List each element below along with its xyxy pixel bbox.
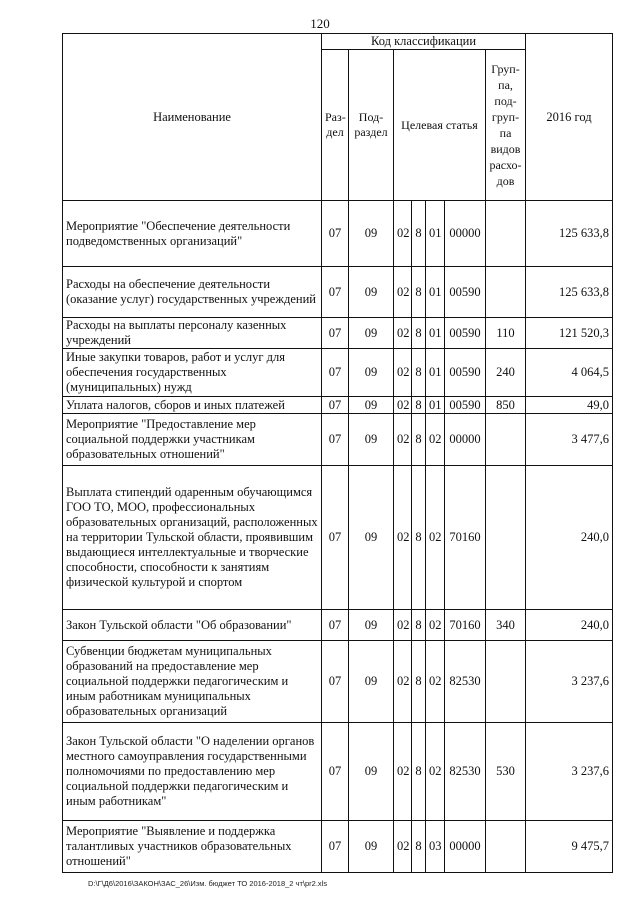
table-row xyxy=(63,267,613,318)
column-header-subsection: Под- раздел xyxy=(349,50,394,201)
cell-event: 02 xyxy=(426,610,445,641)
cell-name: Мероприятие "Выявление и поддержка талантливых участников образовательных отношений" xyxy=(63,821,322,873)
cell-subsection: 09 xyxy=(349,821,394,873)
cell-name: Закон Тульской области "Об образовании" xyxy=(63,610,322,641)
cell-section: 07 xyxy=(322,821,349,873)
header-row-top xyxy=(63,34,613,50)
cell-program: 02 xyxy=(394,821,412,873)
cell-direction: 00590 xyxy=(445,318,486,349)
cell-event: 01 xyxy=(426,397,445,414)
cell-expense-type: 850 xyxy=(486,397,526,414)
cell-subsection: 09 xyxy=(349,723,394,821)
cell-subprogram: 8 xyxy=(412,397,426,414)
cell-expense-type xyxy=(486,466,526,610)
cell-name: Расходы на выплаты персоналу казенных учреждений xyxy=(63,318,322,349)
cell-expense-type xyxy=(486,267,526,318)
cell-direction: 70160 xyxy=(445,610,486,641)
table-row xyxy=(63,466,613,610)
cell-section: 07 xyxy=(322,201,349,267)
cell-program: 02 xyxy=(394,397,412,414)
cell-section: 07 xyxy=(322,466,349,610)
cell-expense-type xyxy=(486,201,526,267)
cell-name: Мероприятие "Обеспечение деятельности подведомственных организаций" xyxy=(63,201,322,267)
cell-direction: 00000 xyxy=(445,821,486,873)
cell-amount-2016: 121 520,3 xyxy=(526,318,613,349)
cell-name: Мероприятие "Предоставление мер социальной поддержки участникам образовательных отношений" xyxy=(63,414,322,466)
cell-program: 02 xyxy=(394,414,412,466)
cell-subprogram: 8 xyxy=(412,267,426,318)
cell-program: 02 xyxy=(394,201,412,267)
cell-subsection: 09 xyxy=(349,414,394,466)
cell-section: 07 xyxy=(322,723,349,821)
table-row xyxy=(63,610,613,641)
cell-section: 07 xyxy=(322,397,349,414)
cell-direction: 00590 xyxy=(445,397,486,414)
cell-program: 02 xyxy=(394,723,412,821)
cell-subprogram: 8 xyxy=(412,318,426,349)
cell-expense-type: 340 xyxy=(486,610,526,641)
cell-section: 07 xyxy=(322,641,349,723)
cell-name: Выплата стипендий одаренным обучающимся ГОО ТО, МОО, профессиональных образовательных организаций, расположенных на территории Тульской области, проявившим выдающиеся интеллектуальные и творческие способности, способности к занятиям физической культурой и спортом xyxy=(63,466,322,610)
cell-amount-2016: 49,0 xyxy=(526,397,613,414)
cell-amount-2016: 3 477,6 xyxy=(526,414,613,466)
cell-direction: 00000 xyxy=(445,414,486,466)
cell-program: 02 xyxy=(394,267,412,318)
cell-subprogram: 8 xyxy=(412,723,426,821)
cell-name: Расходы на обеспечение деятельности (оказание услуг) государственных учреждений xyxy=(63,267,322,318)
cell-direction: 00590 xyxy=(445,267,486,318)
cell-event: 01 xyxy=(426,201,445,267)
cell-expense-type: 110 xyxy=(486,318,526,349)
cell-event: 01 xyxy=(426,267,445,318)
cell-name: Иные закупки товаров, работ и услуг для обеспечения государственных (муниципальных) нужд xyxy=(63,349,322,397)
cell-amount-2016: 240,0 xyxy=(526,466,613,610)
cell-direction: 82530 xyxy=(445,641,486,723)
cell-subprogram: 8 xyxy=(412,641,426,723)
cell-event: 03 xyxy=(426,821,445,873)
column-header-name: Наименование xyxy=(63,34,322,201)
cell-amount-2016: 125 633,8 xyxy=(526,201,613,267)
cell-event: 01 xyxy=(426,318,445,349)
cell-amount-2016: 9 475,7 xyxy=(526,821,613,873)
cell-name: Субвенции бюджетам муниципальных образований на предоставление мер социальной поддержки педагогическим и иным работникам муниципальных образовательных организаций xyxy=(63,641,322,723)
cell-section: 07 xyxy=(322,414,349,466)
cell-direction: 82530 xyxy=(445,723,486,821)
cell-section: 07 xyxy=(322,610,349,641)
column-header-target-article: Целевая статья xyxy=(394,50,486,201)
cell-subprogram: 8 xyxy=(412,610,426,641)
cell-event: 02 xyxy=(426,414,445,466)
cell-direction: 00590 xyxy=(445,349,486,397)
column-header-year: 2016 год xyxy=(526,34,613,201)
table-row xyxy=(63,201,613,267)
cell-subsection: 09 xyxy=(349,267,394,318)
cell-event: 02 xyxy=(426,641,445,723)
table-row xyxy=(63,414,613,466)
table-row xyxy=(63,641,613,723)
cell-section: 07 xyxy=(322,318,349,349)
cell-subsection: 09 xyxy=(349,397,394,414)
cell-program: 02 xyxy=(394,349,412,397)
cell-event: 02 xyxy=(426,723,445,821)
cell-subprogram: 8 xyxy=(412,414,426,466)
cell-subsection: 09 xyxy=(349,349,394,397)
cell-section: 07 xyxy=(322,267,349,318)
budget-rows xyxy=(63,201,613,873)
cell-expense-type: 240 xyxy=(486,349,526,397)
cell-event: 02 xyxy=(426,466,445,610)
page-number: 120 xyxy=(310,16,330,31)
cell-direction: 00000 xyxy=(445,201,486,267)
cell-subsection: 09 xyxy=(349,641,394,723)
cell-expense-type xyxy=(486,821,526,873)
table-row xyxy=(63,723,613,821)
cell-amount-2016: 3 237,6 xyxy=(526,723,613,821)
table-row xyxy=(63,349,613,397)
budget-table xyxy=(62,33,613,873)
file-path-footer: D:\Г\Д6\2016\ЗАКОН\ЗАС_26\Изм. бюджет ТО 2016-2018_2 чт\pr2.xls xyxy=(88,879,328,888)
cell-name: Закон Тульской области "О наделении органов местного самоуправления государственными полномочиями по предоставлению мер социальной поддержки педагогическим и иным работникам" xyxy=(63,723,322,821)
cell-event: 01 xyxy=(426,349,445,397)
cell-program: 02 xyxy=(394,466,412,610)
cell-expense-type xyxy=(486,641,526,723)
cell-subsection: 09 xyxy=(349,610,394,641)
cell-section: 07 xyxy=(322,349,349,397)
column-header-code-classification: Код классификации xyxy=(322,34,526,50)
table-row xyxy=(63,318,613,349)
cell-amount-2016: 125 633,8 xyxy=(526,267,613,318)
cell-subprogram: 8 xyxy=(412,349,426,397)
cell-expense-type: 530 xyxy=(486,723,526,821)
cell-amount-2016: 3 237,6 xyxy=(526,641,613,723)
cell-amount-2016: 4 064,5 xyxy=(526,349,613,397)
column-header-section: Раз- дел xyxy=(322,50,349,201)
cell-direction: 70160 xyxy=(445,466,486,610)
cell-subprogram: 8 xyxy=(412,201,426,267)
cell-subprogram: 8 xyxy=(412,466,426,610)
cell-expense-type xyxy=(486,414,526,466)
table-row xyxy=(63,821,613,873)
cell-program: 02 xyxy=(394,641,412,723)
cell-subsection: 09 xyxy=(349,318,394,349)
cell-subsection: 09 xyxy=(349,466,394,610)
cell-subsection: 09 xyxy=(349,201,394,267)
cell-subprogram: 8 xyxy=(412,821,426,873)
cell-program: 02 xyxy=(394,610,412,641)
column-header-expense-type: Груп- па, под- груп- па видов расхо- дов xyxy=(486,50,526,201)
cell-program: 02 xyxy=(394,318,412,349)
cell-name: Уплата налогов, сборов и иных платежей xyxy=(63,397,322,414)
cell-amount-2016: 240,0 xyxy=(526,610,613,641)
table-row xyxy=(63,397,613,414)
